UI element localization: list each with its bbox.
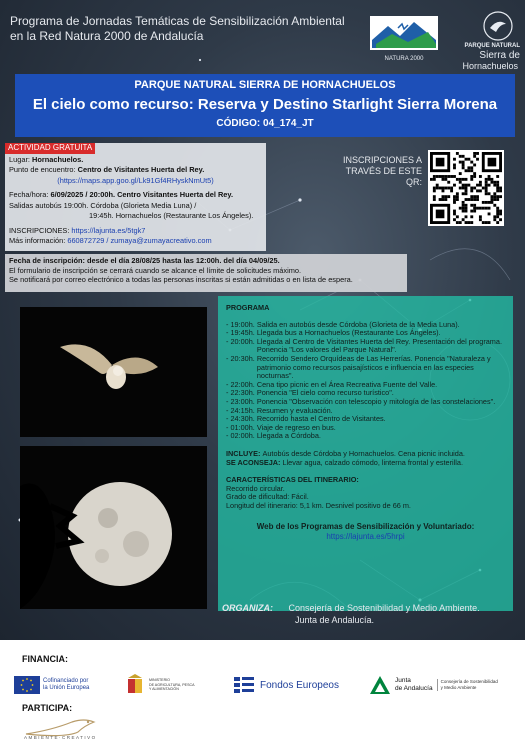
includes-text: Autobús desde Córdoba y Hornachuelos. Cena picnic incluida. [262, 448, 465, 458]
ambiente-creativo-text: AMBIENTE·CREATIVO [24, 735, 97, 740]
min-text-3: Y ALIMENTACIÓN [149, 687, 179, 692]
date-label: Fecha/hora: [9, 190, 51, 199]
program-item-desc: Ponencia "El cielo como recurso turístico". [256, 388, 394, 398]
route-line-1: Recorrido circular. [226, 483, 285, 493]
program-panel [218, 296, 513, 611]
pn-name-1: Sierra de [479, 50, 520, 61]
organiza-line-2: Junta de Andalucía. [295, 615, 375, 625]
event-title: El cielo como recurso: Reserva y Destino Starlight Sierra Morena [32, 96, 498, 113]
fondos-icon [234, 675, 256, 695]
bird-icon [456, 10, 522, 44]
red-natura-logo [368, 14, 440, 64]
notice-line-2: El formulario de inscripción se cerrará cuando se alcance el límite de solicitudes máximo. [9, 265, 302, 275]
program-item-desc: Ponencia "Observación con telescopio y mitología de las constelaciones". [256, 396, 496, 406]
organiza-block [222, 602, 522, 626]
program-item-desc: Salida en autobús desde Córdoba (Glorieta de la Media Luna). [256, 319, 460, 329]
meeting-label: Punto de encuentro: [9, 165, 78, 174]
owl-photo [20, 307, 207, 437]
park-name: PARQUE NATURAL SIERRA DE HORNACHUELOS [134, 79, 396, 91]
parque-natural-logo [456, 10, 522, 72]
program-item-time: - 20:00h. [226, 336, 257, 346]
program-item-desc: Viaje de regreso en bus. [256, 422, 336, 432]
program-item-desc: Recorrido Sendero Orquídeas de Las Herrerías. Ponencia "Naturaleza y patrimonio como recursos paisajísticos e influencia en las especies nocturnas". [256, 353, 491, 381]
contact-link[interactable]: 660872729 / zumaya@zumayacreativo.com [67, 236, 212, 245]
program-item-time: - 19:00h. [226, 319, 257, 329]
bus-departure-2: 19:45h. Hornachuelos (Restaurante Los Ángeles). [89, 211, 254, 220]
junta-logo [368, 670, 498, 700]
cons-text-1: Consejería de Sostenibilidad [440, 679, 498, 684]
program-item-time: - 19:45h. [226, 328, 257, 338]
eu-text-2: la Unión Europea [43, 685, 90, 691]
activity-info [5, 143, 266, 251]
route-line-3: Longitud del itinerario: 5,1 km. Desnivel positivo de 66 m. [226, 500, 411, 510]
financia-label: FINANCIA: [22, 654, 68, 664]
junta-text-2: de Andalucía [395, 685, 433, 692]
pn-small-text: PARQUE NATURAL [464, 43, 520, 49]
program-item-time: - 22:00h. [226, 379, 257, 389]
program-item [226, 355, 505, 381]
pn-name-2: Hornachuelos [462, 61, 518, 71]
program-item-time: - 01:00h. [226, 422, 257, 432]
junta-icon [368, 674, 392, 696]
program-item-desc: Recorrido hasta el Centro de Visitantes. [256, 414, 386, 424]
cons-text-2: y Medio Ambiente [440, 685, 477, 690]
fondos-europeos-logo [234, 670, 339, 700]
eu-flag-icon [14, 676, 40, 694]
program-item-desc: Llegada bus a Hornachuelos (Restaurante Los Ángeles). [256, 328, 441, 338]
owl-icon [20, 307, 207, 437]
program-item [226, 338, 505, 355]
inscription-notice [5, 254, 407, 292]
junta-text-1: Junta [395, 677, 411, 684]
date-value: 6/09/2025 / 20:00h. Centro Visitantes Huerta del Rey. [50, 190, 234, 199]
title-banner [15, 74, 515, 137]
ministerio-logo [124, 670, 194, 700]
min-text-1: MINISTERIO [149, 678, 170, 683]
program-heading: PROGRAMA [226, 303, 270, 312]
notice-line-1: Fecha de inscripción: desde el día 28/08/25 hasta las 12:00h. del día 04/09/25. [9, 256, 280, 265]
moon-photo [20, 446, 207, 609]
more-info-label: Más información: [9, 236, 68, 245]
meeting-value: Centro de Visitantes Huerta del Rey. [77, 165, 205, 174]
qr-code[interactable] [428, 150, 504, 226]
fondos-text: Fondos Europeos [260, 679, 339, 691]
includes-label: INCLUYE: [226, 448, 263, 458]
notice-line-3: Se notificará por correo electrónico a todas las personas inscritas si están admitidas o en lista de espera. [9, 275, 353, 284]
min-text-2: DE AGRICULTURA, PESCA [149, 682, 195, 687]
program-item-time: - 23:00h. [226, 396, 257, 406]
program-item-time: - 24:15h. [226, 405, 257, 415]
program-item-desc: Llegada al Centro de Visitantes Huerta del Rey. Presentación del programa. Ponencia "Los valores del Parque Natural". [256, 336, 502, 355]
inscription-label: INSCRIPCIONES: [9, 225, 72, 235]
program-item-time: - 02:00h. [226, 431, 257, 441]
moon-icon [20, 446, 207, 609]
program-item-desc: Cena tipo picnic en el Área Recreativa Fuente del Valle. [256, 379, 438, 389]
place-value: Hornachuelos. [32, 154, 84, 164]
eu-text-1: Cofinanciado por [43, 678, 89, 684]
web-link[interactable]: https://lajunta.es/5hrpi [326, 532, 405, 542]
advice-label: SE ACONSEJA: [226, 457, 283, 467]
qr-code-icon [430, 152, 502, 224]
program-title: Programa de Jornadas Temáticas de Sensibilización Ambiental en la Red Natura 2000 de Andalucía [10, 14, 345, 43]
eu-logo [14, 670, 89, 700]
inscription-link[interactable]: https://lajunta.es/5tgk7 [71, 225, 146, 235]
web-label: Web de los Programas de Sensibilización y Voluntariado: [256, 522, 475, 532]
free-activity-badge: ACTIVIDAD GRATUITA [5, 143, 95, 154]
qr-label: INSCRIPCIONES A TRAVÉS DE ESTE QR: [342, 155, 422, 187]
participa-label: PARTICIPA: [22, 703, 73, 713]
program-item [226, 432, 505, 441]
organiza-line-1: Consejería de Sostenibilidad y Medio Ambiente. [288, 603, 480, 613]
program-list [226, 321, 505, 441]
program-item-desc: Resumen y evaluación. [256, 405, 333, 415]
event-code: CÓDIGO: 04_174_JT [216, 118, 314, 129]
route-line-2: Grado de dificultad: Fácil. [226, 492, 309, 502]
route-heading: CARACTERÍSTICAS DEL ITINERARIO: [226, 475, 359, 485]
bus-departure-1: Salidas autobús 19:00h. Córdoba (Glorieta Media Luna) / [9, 200, 197, 210]
program-item-time: - 22:30h. [226, 388, 257, 398]
program-item-time: - 20:30h. [226, 353, 257, 363]
advice-text: Llevar agua, calzado cómodo, linterna frontal y esterilla. [282, 457, 463, 467]
rn-logo-text: NATURA 2000 [384, 56, 424, 62]
coat-of-arms-icon [124, 673, 146, 697]
program-item-desc: Llegada a Córdoba. [256, 431, 321, 441]
program-item-time: - 24:30h. [226, 414, 257, 424]
meeting-map-link[interactable]: (https://maps.app.goo.gl/Lk91Gf4RHyskNmUt5) [57, 175, 214, 185]
place-label: Lugar: [9, 154, 33, 164]
organiza-label: ORGANIZA: [222, 603, 273, 613]
